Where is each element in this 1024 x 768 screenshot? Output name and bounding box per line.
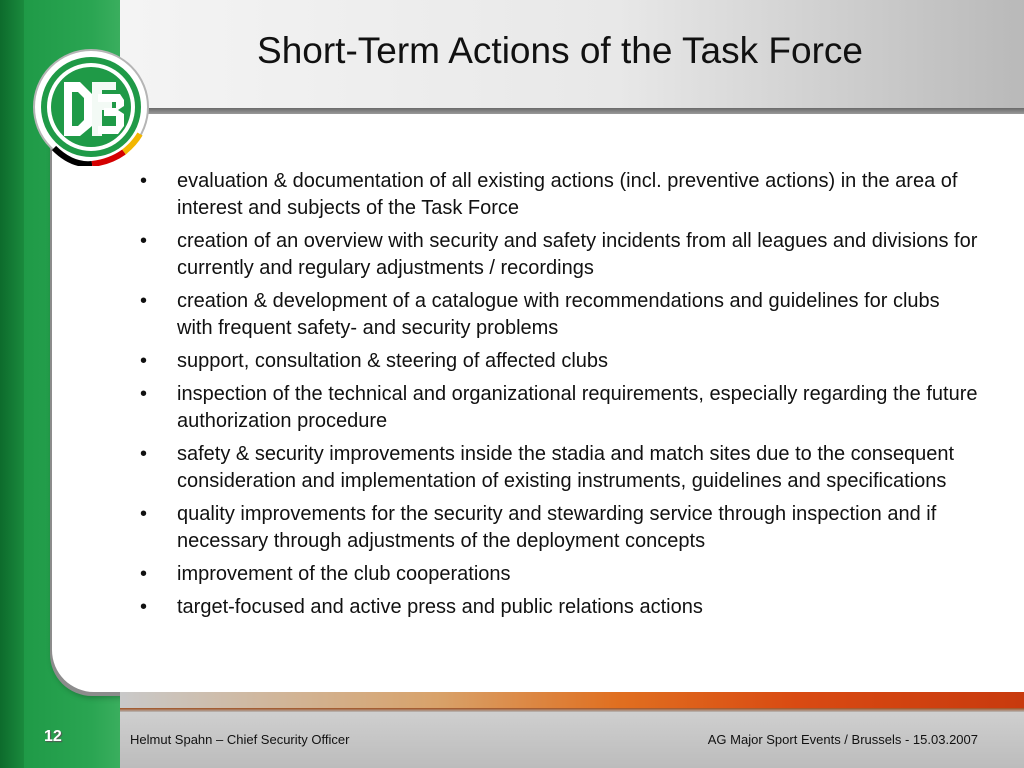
list-item: • improvement of the club cooperations: [140, 561, 980, 588]
footer-accent-bar: [120, 692, 1024, 708]
list-item: • quality improvements for the security and stewarding service through inspection and if necessary through adjustments of the deployment concepts: [140, 501, 980, 555]
list-item: • safety & security improvements inside the stadia and match sites due to the consequent consideration and implementation of existing instruments, guidelines and specifications: [140, 441, 980, 495]
list-item: • evaluation & documentation of all existing actions (incl. preventive actions) in the area of interest and subjects of the Task Force: [140, 168, 980, 222]
list-item: • support, consultation & steering of affected clubs: [140, 348, 980, 375]
dfb-logo-icon: [32, 48, 150, 166]
footer-event-date: AG Major Sport Events / Brussels - 15.03.2007: [707, 732, 978, 747]
page-number: 12: [44, 728, 62, 745]
slide-title: Short-Term Actions of the Task Force: [257, 30, 863, 71]
green-stripe: [0, 0, 24, 768]
list-item: • inspection of the technical and organizational requirements, especially regarding the future authorization procedure: [140, 381, 980, 435]
bullet-list: [140, 168, 980, 627]
list-item: • creation & development of a catalogue with recommendations and guidelines for clubs with frequent safety- and security problems: [140, 288, 980, 342]
list-item: • creation of an overview with security and safety incidents from all leagues and divisions for currently and regulary adjustments / recordings: [140, 228, 980, 282]
footer-presenter: Helmut Spahn – Chief Security Officer: [130, 732, 350, 747]
list-item: • target-focused and active press and public relations actions: [140, 594, 980, 621]
